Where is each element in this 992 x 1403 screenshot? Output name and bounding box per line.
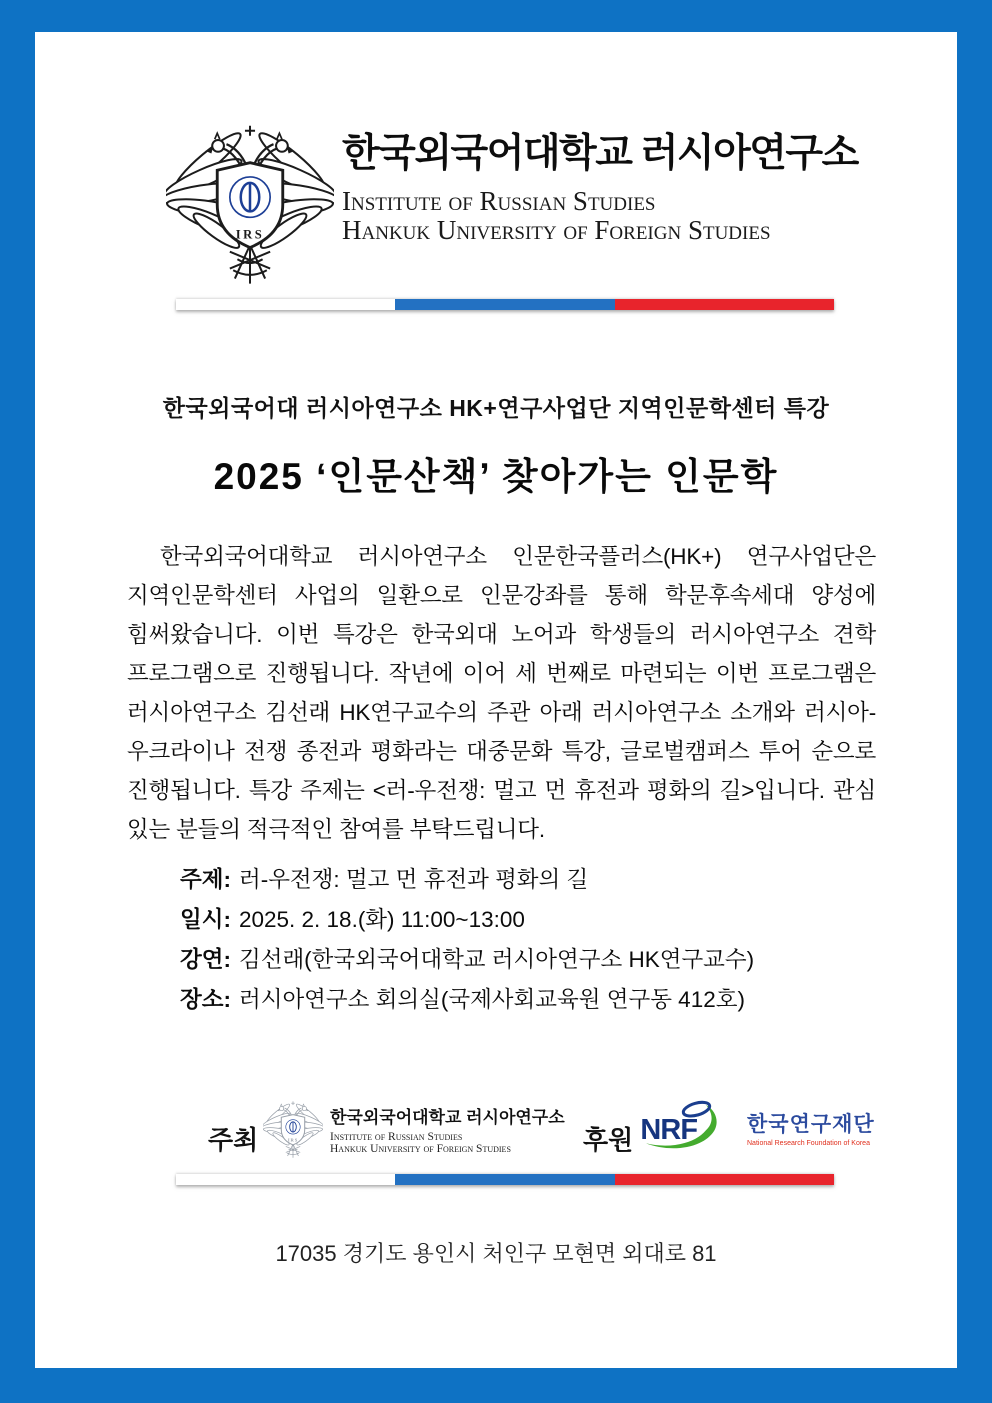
sponsor-name-english: National Research Foundation of Korea xyxy=(747,1139,870,1147)
nrf-logo-text: NRF xyxy=(640,1113,698,1146)
header-org-block xyxy=(342,122,858,245)
flag-segment-white xyxy=(176,1174,395,1185)
host-org-english-line2: Hankuk University of Foreign Studies xyxy=(330,1143,511,1155)
flag-segment-blue xyxy=(395,1174,614,1185)
org-english-line2: Hankuk University of Foreign Studies xyxy=(342,215,771,245)
event-title: 2025 ‘인문산책’ 찾아가는 인문학 xyxy=(213,456,779,497)
detail-speaker xyxy=(180,940,754,980)
detail-datetime-label: 일시: xyxy=(180,907,231,932)
host-org-english-line1: Institute of Russian Studies xyxy=(330,1130,463,1143)
flag-segment-white xyxy=(176,299,395,310)
event-details xyxy=(180,860,754,1020)
org-name-english xyxy=(342,187,842,245)
host-org-english xyxy=(330,1131,565,1156)
nrf-logo-icon xyxy=(637,1096,739,1158)
irs-eagle-logo xyxy=(166,110,334,296)
detail-datetime-value: 2025. 2. 18.(화) 11:00~13:00 xyxy=(238,907,525,932)
org-name-korean: 한국외국어대학교 러시아연구소 xyxy=(342,132,858,175)
event-subtitle: 한국외국어대 러시아연구소 HK+연구사업단 지역인문학센터 특강 xyxy=(162,395,830,421)
detail-speaker-value: 김선래(한국외국어대학교 러시아연구소 HK연구교수) xyxy=(238,947,755,972)
detail-venue-value: 러시아연구소 회의실(국제사회교육원 연구동 412호) xyxy=(238,987,745,1012)
detail-venue xyxy=(180,980,754,1020)
detail-topic xyxy=(180,860,754,900)
detail-topic-label: 주제: xyxy=(180,867,231,892)
sponsor-logo-block xyxy=(637,1096,875,1158)
sponsor-name-korean: 한국연구재단 xyxy=(747,1112,875,1136)
detail-speaker-label: 강연: xyxy=(180,947,231,972)
host-label: 주최 xyxy=(208,1125,259,1155)
irs-eagle-logo-small xyxy=(262,1096,324,1162)
detail-venue-label: 장소: xyxy=(180,987,231,1012)
sponsor-label: 후원 xyxy=(583,1125,634,1155)
sponsor-name-block xyxy=(747,1108,875,1147)
tricolor-bar-bottom xyxy=(176,1174,834,1185)
address-line: 17035 경기도 용인시 처인구 모현면 외대로 81 xyxy=(275,1241,717,1266)
flag-segment-red xyxy=(615,1174,834,1185)
host-logo-block xyxy=(262,1096,565,1162)
event-description: 한국외국어대학교 러시아연구소 인문한국플러스(HK+) 연구사업단은 지역인문학센터 사업의 일환으로 인문강좌를 통해 학문후속세대 양성에 힘써왔습니다. 이번 특강은 한국외대 노어과 학생들의 러시아연구소 견학 프로그램으로 진행됩니다. 작년에 이어 세 번째로 마련되는 이번 프로그램은 러시아연구소 김선래 HK연구교수의 주관 아래 러시아연구소 소개와 러시아-우크라이나 전쟁 종전과 평화라는 대중문화 특강, 글로벌캠퍼스 투어 순으로 진행됩니다. 특강 주제는 <러-우전쟁: 멀고 먼 휴전과 평화의 길>입니다. 관심 있는 분들의 적극적인 참여를 부탁드립니다. xyxy=(127,544,876,842)
host-org-korean: 한국외국어대학교 러시아연구소 xyxy=(330,1107,565,1127)
host-org-text xyxy=(330,1103,565,1156)
flag-segment-red xyxy=(615,299,834,310)
flag-segment-blue xyxy=(395,299,614,310)
tricolor-bar-top xyxy=(176,299,834,310)
org-english-line1: Institute of Russian Studies xyxy=(342,186,656,216)
detail-datetime xyxy=(180,900,754,940)
detail-topic-value: 러-우전쟁: 멀고 먼 휴전과 평화의 길 xyxy=(238,867,589,892)
